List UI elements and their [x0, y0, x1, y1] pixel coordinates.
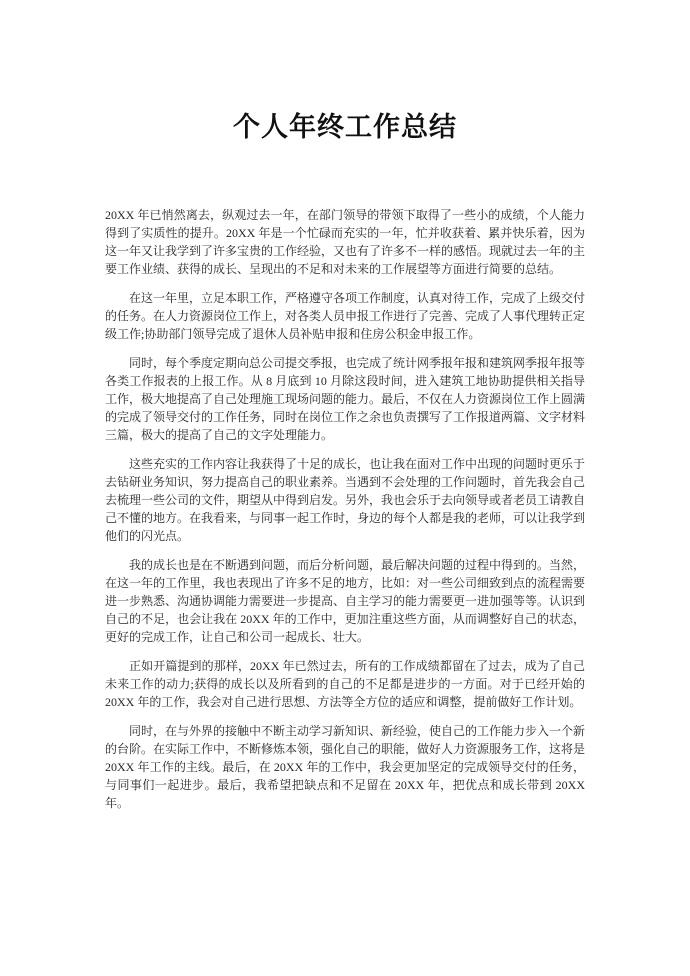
paragraph-shortcomings: 我的成长也是在不断遇到问题，而后分析问题，最后解决问题的过程中得到的。当然，在这一年的工作里，我也表现出了许多不足的地方，比如：对一些公司细致到点的流程需要进一步熟悉、沟通协调能力需要进一步提高、自主学习的能力需要更一进加强等等。认识到自己的不足，也会让我在 20XX 年的工作中，更加注重这些方面，从而调整好自己的状态，更好的完成工作，让自己和公司一起成长、壮大。	[105, 558, 586, 644]
paragraph-growth: 这些充实的工作内容让我获得了十足的成长，也让我在面对工作中出现的问题时更乐于去钻研业务知识，努力提高自己的职业素养。当遇到不会处理的工作问题时，首先我会自己去梳理一些公司的文件，期望从中得到启发。另外，我也会乐于去向领导或者老员工请教自己不懂的地方。在我看来，与同事一起工作时，身边的每个人都是我的老师，可以让我学到他们的闪光点。	[105, 457, 586, 543]
paragraph-outlook: 正如开篇提到的那样，20XX 年已然过去，所有的工作成绩都留在了过去，成为了自己未来工作的动力;获得的成长以及所看到的自己的不足都是进步的一方面。对于已经开始的 20XX 年的工作，我会对自己进行思想、方法等全方位的适应和调整，提前做好工作计划。	[105, 659, 585, 709]
paragraph-intro: 20XX 年已悄然离去，纵观过去一年，在部门领导的带领下取得了一些小的成绩，个人能力得到了实质性的提升。20XX 年是一个忙碌而充实的一年，忙并收获着、累并快乐着，因为这一年又让我学到了许多宝贵的工作经验，又也有了许多不一样的感悟。现就过去一年的主要工作业绩、获得的成长、呈现出的不足和对未来的工作展望等方面进行简要的总结。	[105, 208, 586, 276]
paragraph-reports: 同时，每个季度定期向总公司提交季报，也完成了统计网季报年报和建筑网季报年报等各类工作报表的上报工作。从 8 月底到 10 月除这段时间，进入建筑工地协助提供相关指导工作，极大地提高了自己处理施工现场问题的能力。最后，不仅在人力资源岗位工作上圆满的完成了领导交付的工作任务，同时在岗位工作之余也负责撰写了工作报道两篇、文字材料三篇，极大的提高了自己的文字处理能力。	[105, 356, 586, 442]
document-title: 个人年终工作总结	[233, 112, 457, 142]
document-body	[105, 206, 585, 812]
paragraph-closing: 同时，在与外界的接触中不断主动学习新知识、新经验，使自己的工作能力步入一个新的台阶。在实际工作中，不断修炼本领，强化自己的职能，做好人力资源服务工作，这将是 20XX 年工作的主线。最后，在 20XX 年的工作中，我会更加坚定的完成领导交付的任务，与同事们一起进步。最后，我希望把缺点和不足留在 20XX 年，把优点和成长带到 20XX 年。	[105, 724, 586, 810]
paragraph-duties: 在这一年里，立足本职工作，严格遵守各项工作制度，认真对待工作，完成了上级交付的任务。在人力资源岗位工作上，对各类人员申报工作进行了完善、完成了人事代理转正定级工作;协助部门领导完成了退休人员补贴申报和住房公积金申报工作。	[105, 291, 586, 341]
